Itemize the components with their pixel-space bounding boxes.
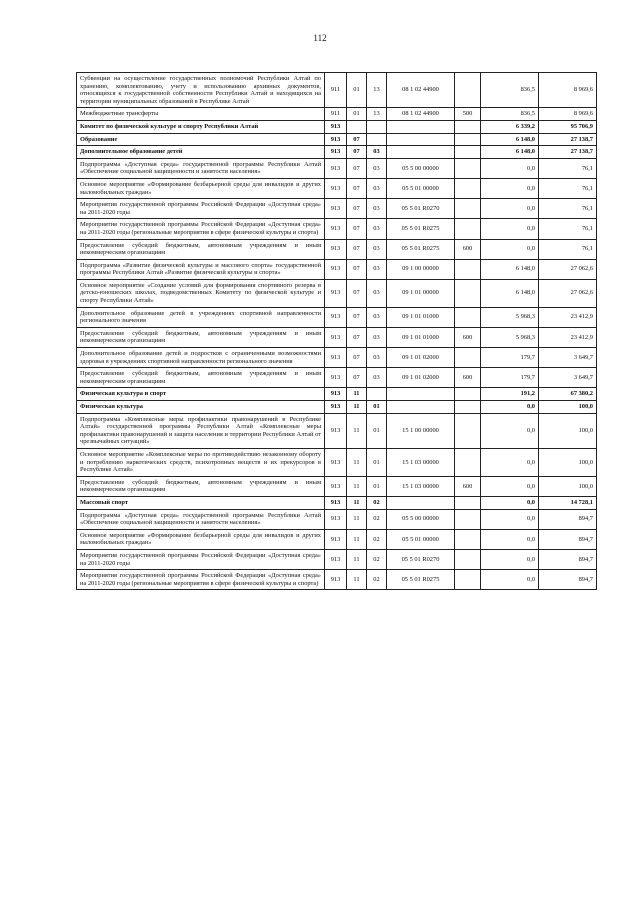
cell-amount-2: 76,1 bbox=[539, 219, 597, 239]
page-number: 112 bbox=[313, 33, 327, 43]
cell-admin-code: 913 bbox=[325, 570, 347, 590]
cell-amount-2: 14 728,1 bbox=[539, 496, 597, 509]
cell-expense-type bbox=[455, 549, 481, 569]
cell-amount-2: 76,1 bbox=[539, 178, 597, 198]
cell-expense-type bbox=[455, 73, 481, 108]
table-row bbox=[77, 108, 597, 121]
cell-expense-type bbox=[455, 120, 481, 133]
table-row bbox=[77, 496, 597, 509]
cell-amount-2: 8 969,6 bbox=[539, 73, 597, 108]
cell-section: 11 bbox=[347, 549, 367, 569]
cell-section: 11 bbox=[347, 401, 367, 414]
table-row bbox=[77, 279, 597, 307]
cell-name: Подпрограмма «Доступная среда» государственной программы Республики Алтай «Обеспечение социальной защищенности и занятости населения» bbox=[77, 158, 325, 178]
cell-amount-2: 3 649,7 bbox=[539, 348, 597, 368]
table-row bbox=[77, 570, 597, 590]
cell-name: Дополнительное образование детей в учреждениях спортивной направленности регионального значения bbox=[77, 307, 325, 327]
cell-name: Подпрограмма «Комплексные меры профилактики правонарушений в Республике Алтай» государственной программы Республики Алтай «Комплексные меры профилактики правонарушений и защита населения и территории Республики Алтай от чрезвычайных ситуаций» bbox=[77, 413, 325, 448]
cell-section: 11 bbox=[347, 476, 367, 496]
cell-subsection: 03 bbox=[367, 279, 387, 307]
cell-amount-2: 8 969,6 bbox=[539, 108, 597, 121]
budget-table bbox=[76, 72, 597, 590]
cell-expense-type bbox=[455, 199, 481, 219]
cell-admin-code: 913 bbox=[325, 219, 347, 239]
cell-target-article: 15 1 00 00000 bbox=[387, 413, 455, 448]
cell-subsection: 03 bbox=[367, 348, 387, 368]
cell-subsection: 13 bbox=[367, 108, 387, 121]
cell-amount-2: 27 138,7 bbox=[539, 133, 597, 146]
cell-admin-code: 913 bbox=[325, 368, 347, 388]
cell-amount-2: 894,7 bbox=[539, 549, 597, 569]
table-row bbox=[77, 219, 597, 239]
cell-amount-1: 0,0 bbox=[481, 239, 539, 259]
cell-amount-1: 0,0 bbox=[481, 570, 539, 590]
cell-amount-1: 6 148,0 bbox=[481, 146, 539, 159]
cell-amount-2: 76,1 bbox=[539, 239, 597, 259]
cell-subsection: 02 bbox=[367, 509, 387, 529]
cell-target-article bbox=[387, 146, 455, 159]
cell-amount-2: 100,0 bbox=[539, 401, 597, 414]
cell-section: 07 bbox=[347, 158, 367, 178]
cell-admin-code: 913 bbox=[325, 146, 347, 159]
cell-expense-type bbox=[455, 307, 481, 327]
cell-expense-type bbox=[455, 496, 481, 509]
cell-target-article: 09 1 01 01000 bbox=[387, 327, 455, 347]
cell-amount-1: 0,0 bbox=[481, 413, 539, 448]
cell-admin-code: 913 bbox=[325, 279, 347, 307]
cell-section: 07 bbox=[347, 368, 367, 388]
cell-expense-type: 600 bbox=[455, 239, 481, 259]
cell-amount-2: 23 412,9 bbox=[539, 307, 597, 327]
table-row bbox=[77, 120, 597, 133]
cell-admin-code: 913 bbox=[325, 476, 347, 496]
table-row bbox=[77, 476, 597, 496]
cell-target-article: 05 5 01 R0275 bbox=[387, 239, 455, 259]
cell-section: 11 bbox=[347, 496, 367, 509]
cell-subsection: 03 bbox=[367, 307, 387, 327]
cell-target-article: 08 1 02 44900 bbox=[387, 108, 455, 121]
cell-name: Массовый спорт bbox=[77, 496, 325, 509]
cell-name: Субвенции на осуществление государственных полномочий Республики Алтай по хранению, комплектованию, учету и использованию архивных документов, относящихся к государственной собственности Республики Алтай и находящихся на территории муниципальных образований в Республике Алтай bbox=[77, 73, 325, 108]
cell-admin-code: 913 bbox=[325, 259, 347, 279]
cell-subsection bbox=[367, 388, 387, 401]
cell-amount-2: 27 138,7 bbox=[539, 146, 597, 159]
cell-target-article: 09 1 00 00000 bbox=[387, 259, 455, 279]
cell-section: 11 bbox=[347, 570, 367, 590]
cell-amount-2: 23 412,9 bbox=[539, 327, 597, 347]
cell-subsection: 01 bbox=[367, 413, 387, 448]
cell-name: Предоставление субсидий бюджетным, автономным учреждениям и иным некоммерческим организациям bbox=[77, 239, 325, 259]
cell-name: Основное мероприятие «Создание условий для формирования спортивного резерва в детско-юношеских школах, подведомственных Комитету по физической культуре и спорту Республики Алтай» bbox=[77, 279, 325, 307]
cell-subsection: 03 bbox=[367, 146, 387, 159]
cell-name: Мероприятия государственной программы Российской Федерации «Доступная среда» на 2011-2020 годы (региональные мероприятия в сфере физической культуры и спорта) bbox=[77, 570, 325, 590]
table-row bbox=[77, 549, 597, 569]
cell-amount-1: 6 339,2 bbox=[481, 120, 539, 133]
table-row bbox=[77, 158, 597, 178]
cell-section: 11 bbox=[347, 509, 367, 529]
cell-subsection: 02 bbox=[367, 549, 387, 569]
cell-name: Мероприятия государственной программы Российской Федерации «Доступная среда» на 2011-2020 годы bbox=[77, 549, 325, 569]
cell-section: 07 bbox=[347, 327, 367, 347]
cell-admin-code: 913 bbox=[325, 509, 347, 529]
cell-name: Дополнительное образование детей и подростков с ограниченными возможностями здоровья в учреждениях спортивной направленности регионального значения bbox=[77, 348, 325, 368]
cell-section: 11 bbox=[347, 413, 367, 448]
cell-amount-1: 179,7 bbox=[481, 368, 539, 388]
cell-target-article: 05 5 00 00000 bbox=[387, 509, 455, 529]
cell-admin-code: 913 bbox=[325, 327, 347, 347]
table-row bbox=[77, 327, 597, 347]
cell-subsection: 03 bbox=[367, 239, 387, 259]
cell-amount-1: 6 148,0 bbox=[481, 259, 539, 279]
table-row bbox=[77, 509, 597, 529]
table-row bbox=[77, 388, 597, 401]
cell-subsection: 03 bbox=[367, 199, 387, 219]
cell-target-article: 09 1 01 01000 bbox=[387, 307, 455, 327]
cell-amount-1: 0,0 bbox=[481, 448, 539, 476]
cell-section: 11 bbox=[347, 388, 367, 401]
cell-admin-code: 913 bbox=[325, 239, 347, 259]
cell-name: Комитет по физической культуре и спорту Республики Алтай bbox=[77, 120, 325, 133]
cell-amount-1: 5 968,3 bbox=[481, 307, 539, 327]
table-row bbox=[77, 199, 597, 219]
cell-target-article: 05 5 01 R0275 bbox=[387, 570, 455, 590]
cell-target-article: 05 5 01 00000 bbox=[387, 529, 455, 549]
cell-subsection bbox=[367, 120, 387, 133]
cell-expense-type bbox=[455, 448, 481, 476]
cell-amount-1: 0,0 bbox=[481, 401, 539, 414]
cell-amount-2: 100,0 bbox=[539, 448, 597, 476]
cell-subsection: 02 bbox=[367, 496, 387, 509]
cell-admin-code: 913 bbox=[325, 199, 347, 219]
cell-section: 07 bbox=[347, 178, 367, 198]
cell-target-article: 05 5 01 R0270 bbox=[387, 549, 455, 569]
cell-amount-1: 0,0 bbox=[481, 549, 539, 569]
cell-target-article: 05 5 01 R0270 bbox=[387, 199, 455, 219]
cell-subsection: 03 bbox=[367, 178, 387, 198]
cell-section: 07 bbox=[347, 133, 367, 146]
cell-admin-code: 913 bbox=[325, 307, 347, 327]
cell-subsection: 03 bbox=[367, 259, 387, 279]
cell-subsection: 03 bbox=[367, 368, 387, 388]
cell-admin-code: 913 bbox=[325, 401, 347, 414]
table-row bbox=[77, 239, 597, 259]
cell-subsection: 01 bbox=[367, 476, 387, 496]
cell-name: Физическая культура bbox=[77, 401, 325, 414]
cell-name: Предоставление субсидий бюджетным, автономным учреждениям и иным некоммерческим организациям bbox=[77, 368, 325, 388]
cell-admin-code: 913 bbox=[325, 549, 347, 569]
cell-expense-type: 500 bbox=[455, 108, 481, 121]
cell-subsection: 13 bbox=[367, 73, 387, 108]
cell-expense-type bbox=[455, 279, 481, 307]
cell-expense-type bbox=[455, 529, 481, 549]
cell-admin-code: 913 bbox=[325, 120, 347, 133]
cell-expense-type: 600 bbox=[455, 368, 481, 388]
cell-target-article: 08 1 02 44900 bbox=[387, 73, 455, 108]
table-row bbox=[77, 73, 597, 108]
cell-name: Образование bbox=[77, 133, 325, 146]
cell-section bbox=[347, 120, 367, 133]
cell-amount-2: 100,0 bbox=[539, 413, 597, 448]
cell-amount-2: 3 649,7 bbox=[539, 368, 597, 388]
cell-name: Дополнительное образование детей bbox=[77, 146, 325, 159]
cell-subsection: 02 bbox=[367, 570, 387, 590]
cell-amount-2: 95 706,9 bbox=[539, 120, 597, 133]
cell-admin-code: 913 bbox=[325, 158, 347, 178]
table-row bbox=[77, 529, 597, 549]
cell-section: 07 bbox=[347, 219, 367, 239]
cell-target-article: 15 1 03 00000 bbox=[387, 476, 455, 496]
cell-section: 01 bbox=[347, 108, 367, 121]
cell-expense-type: 600 bbox=[455, 327, 481, 347]
cell-section: 07 bbox=[347, 259, 367, 279]
table-row bbox=[77, 307, 597, 327]
cell-name: Мероприятия государственной программы Российской Федерации «Доступная среда» на 2011-2020 годы bbox=[77, 199, 325, 219]
cell-name: Основное мероприятие «Формирование безбарьерной среды для инвалидов и других маломобильных граждан» bbox=[77, 529, 325, 549]
cell-target-article bbox=[387, 120, 455, 133]
cell-section: 11 bbox=[347, 448, 367, 476]
cell-expense-type bbox=[455, 388, 481, 401]
cell-admin-code: 913 bbox=[325, 448, 347, 476]
cell-target-article: 15 1 03 00000 bbox=[387, 448, 455, 476]
cell-amount-2: 894,7 bbox=[539, 509, 597, 529]
cell-target-article bbox=[387, 388, 455, 401]
cell-section: 11 bbox=[347, 529, 367, 549]
cell-section: 07 bbox=[347, 348, 367, 368]
cell-admin-code: 913 bbox=[325, 529, 347, 549]
table-row bbox=[77, 178, 597, 198]
cell-name: Предоставление субсидий бюджетным, автономным учреждениям и иным некоммерческим организациям bbox=[77, 327, 325, 347]
cell-name: Основное мероприятие «Формирование безбарьерной среды для инвалидов и других маломобильных граждан» bbox=[77, 178, 325, 198]
cell-amount-1: 0,0 bbox=[481, 158, 539, 178]
cell-subsection: 02 bbox=[367, 529, 387, 549]
cell-expense-type bbox=[455, 146, 481, 159]
cell-amount-2: 100,0 bbox=[539, 476, 597, 496]
cell-admin-code: 913 bbox=[325, 388, 347, 401]
cell-expense-type bbox=[455, 133, 481, 146]
cell-admin-code: 913 bbox=[325, 413, 347, 448]
cell-admin-code: 913 bbox=[325, 133, 347, 146]
table-row bbox=[77, 448, 597, 476]
cell-name: Межбюджетные трансферты bbox=[77, 108, 325, 121]
cell-target-article: 09 1 01 02000 bbox=[387, 348, 455, 368]
cell-amount-1: 0,0 bbox=[481, 178, 539, 198]
table-row bbox=[77, 259, 597, 279]
cell-amount-1: 0,0 bbox=[481, 509, 539, 529]
cell-target-article bbox=[387, 496, 455, 509]
cell-name: Основное мероприятие «Комплексные меры по противодействию незаконному обороту и потреблению наркотических средств, психотропных веществ и их прекурсоров в Республике Алтай» bbox=[77, 448, 325, 476]
table-row bbox=[77, 146, 597, 159]
cell-name: Физическая культура и спорт bbox=[77, 388, 325, 401]
table-row bbox=[77, 413, 597, 448]
cell-amount-1: 6 148,0 bbox=[481, 279, 539, 307]
cell-amount-2: 76,1 bbox=[539, 199, 597, 219]
cell-expense-type bbox=[455, 259, 481, 279]
cell-target-article: 05 5 01 00000 bbox=[387, 178, 455, 198]
cell-expense-type bbox=[455, 348, 481, 368]
cell-admin-code: 913 bbox=[325, 496, 347, 509]
cell-amount-1: 0,0 bbox=[481, 529, 539, 549]
cell-target-article bbox=[387, 401, 455, 414]
cell-section: 07 bbox=[347, 199, 367, 219]
cell-subsection: 03 bbox=[367, 158, 387, 178]
cell-subsection bbox=[367, 133, 387, 146]
cell-expense-type bbox=[455, 219, 481, 239]
cell-admin-code: 913 bbox=[325, 178, 347, 198]
cell-expense-type: 600 bbox=[455, 476, 481, 496]
cell-amount-1: 0,0 bbox=[481, 476, 539, 496]
cell-expense-type bbox=[455, 570, 481, 590]
cell-amount-2: 894,7 bbox=[539, 529, 597, 549]
cell-admin-code: 911 bbox=[325, 73, 347, 108]
table-body bbox=[77, 73, 597, 590]
cell-admin-code: 913 bbox=[325, 348, 347, 368]
cell-name: Предоставление субсидий бюджетным, автономным учреждениям и иным некоммерческим организациям bbox=[77, 476, 325, 496]
table-row bbox=[77, 348, 597, 368]
cell-section: 01 bbox=[347, 73, 367, 108]
cell-amount-2: 76,1 bbox=[539, 158, 597, 178]
cell-amount-2: 27 062,6 bbox=[539, 259, 597, 279]
cell-section: 07 bbox=[347, 307, 367, 327]
cell-amount-2: 27 062,6 bbox=[539, 279, 597, 307]
cell-subsection: 01 bbox=[367, 401, 387, 414]
cell-amount-1: 0,0 bbox=[481, 199, 539, 219]
cell-target-article: 09 1 01 00000 bbox=[387, 279, 455, 307]
cell-amount-1: 179,7 bbox=[481, 348, 539, 368]
cell-name: Мероприятия государственной программы Российской Федерации «Доступная среда» на 2011-2020 годы (региональные мероприятия в сфере физической культуры и спорта) bbox=[77, 219, 325, 239]
cell-target-article: 05 5 01 R0275 bbox=[387, 219, 455, 239]
cell-expense-type bbox=[455, 509, 481, 529]
cell-admin-code: 911 bbox=[325, 108, 347, 121]
cell-amount-1: 5 968,3 bbox=[481, 327, 539, 347]
cell-subsection: 03 bbox=[367, 219, 387, 239]
table-row bbox=[77, 133, 597, 146]
cell-name: Подпрограмма «Развитие физической культуры и массового спорта» государственной программы Республики Алтай «Развитие физической культуры и спорта» bbox=[77, 259, 325, 279]
cell-amount-1: 0,0 bbox=[481, 219, 539, 239]
cell-subsection: 03 bbox=[367, 327, 387, 347]
cell-amount-1: 191,2 bbox=[481, 388, 539, 401]
cell-section: 07 bbox=[347, 279, 367, 307]
table-row bbox=[77, 401, 597, 414]
cell-amount-1: 836,5 bbox=[481, 73, 539, 108]
table-row bbox=[77, 368, 597, 388]
cell-amount-1: 836,5 bbox=[481, 108, 539, 121]
cell-section: 07 bbox=[347, 239, 367, 259]
cell-expense-type bbox=[455, 401, 481, 414]
cell-amount-1: 6 148,0 bbox=[481, 133, 539, 146]
cell-subsection: 01 bbox=[367, 448, 387, 476]
cell-amount-1: 0,0 bbox=[481, 496, 539, 509]
cell-expense-type bbox=[455, 413, 481, 448]
cell-expense-type bbox=[455, 158, 481, 178]
cell-section: 07 bbox=[347, 146, 367, 159]
cell-amount-2: 894,7 bbox=[539, 570, 597, 590]
cell-target-article: 05 5 00 00000 bbox=[387, 158, 455, 178]
cell-amount-2: 67 380,2 bbox=[539, 388, 597, 401]
cell-name: Подпрограмма «Доступная среда» государственной программы Республики Алтай «Обеспечение социальной защищенности и занятости населения» bbox=[77, 509, 325, 529]
cell-target-article bbox=[387, 133, 455, 146]
cell-target-article: 09 1 01 02000 bbox=[387, 368, 455, 388]
cell-expense-type bbox=[455, 178, 481, 198]
